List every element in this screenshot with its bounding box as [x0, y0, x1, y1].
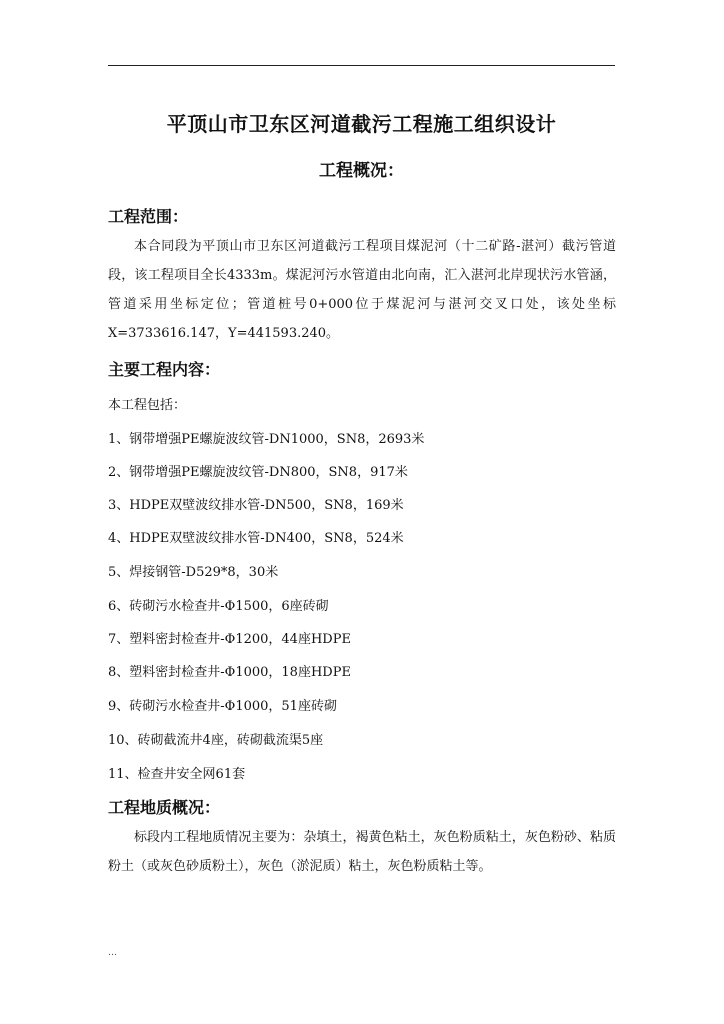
list-item: 7、塑料密封检查井-Φ1200，44座HDPE: [108, 632, 351, 647]
document-title: 平顶山市卫东区河道截污工程施工组织设计: [166, 112, 557, 136]
list-item: 8、塑料密封检查井-Φ1000，18座HDPE: [108, 665, 351, 680]
section-heading-main-content: 主要工程内容：: [108, 360, 221, 379]
list-item: 5、焊接钢管-D529*8，30米: [108, 565, 279, 580]
geology-paragraph: 标段内工程地质情况主要为：杂填土，褐黄色粘土，灰色粉质粘土，灰色粉砂、粘质粉土（或灰色砂质粉土），灰色（淤泥质）粘土，灰色粉质粘土等。: [108, 830, 616, 874]
list-item: 10、砖砌截流井4座，砖砌截流渠5座: [108, 733, 324, 748]
main-content-intro: 本工程包括：: [108, 398, 187, 413]
footer-mark: …: [108, 948, 117, 958]
list-item: 6、砖砌污水检查井-Φ1500，6座砖砌: [108, 599, 329, 614]
list-item: 1、钢带增强PE螺旋波纹管-DN1000，SN8，2693米: [108, 432, 425, 447]
header-rule: [108, 65, 615, 66]
list-item: 4、HDPE双壁波纹排水管-DN400，SN8，524米: [108, 531, 404, 546]
list-item: 11、检查井安全网61套: [108, 767, 246, 782]
section-heading-geology: 工程地质概况：: [108, 798, 221, 817]
list-item: 3、HDPE双壁波纹排水管-DN500，SN8，169米: [108, 498, 404, 513]
list-item: 2、钢带增强PE螺旋波纹管-DN800，SN8，917米: [108, 465, 408, 480]
document-subtitle: 工程概况：: [319, 161, 404, 181]
section-heading-scope: 工程范围：: [108, 207, 189, 226]
scope-paragraph: 本合同段为平顶山市卫东区河道截污工程项目煤泥河（十二矿路-湛河）截污管道段，该工程项目全长4333m。煤泥河污水管道由北向南，汇入湛河北岸现状污水管涵，管道采用坐标定位；管道桩号0+000位于煤泥河与湛河交叉口处，该处坐标X=3733616.147，Y=441593.240。: [108, 239, 616, 341]
list-item: 9、砖砌污水检查井-Φ1000，51座砖砌: [108, 699, 337, 714]
